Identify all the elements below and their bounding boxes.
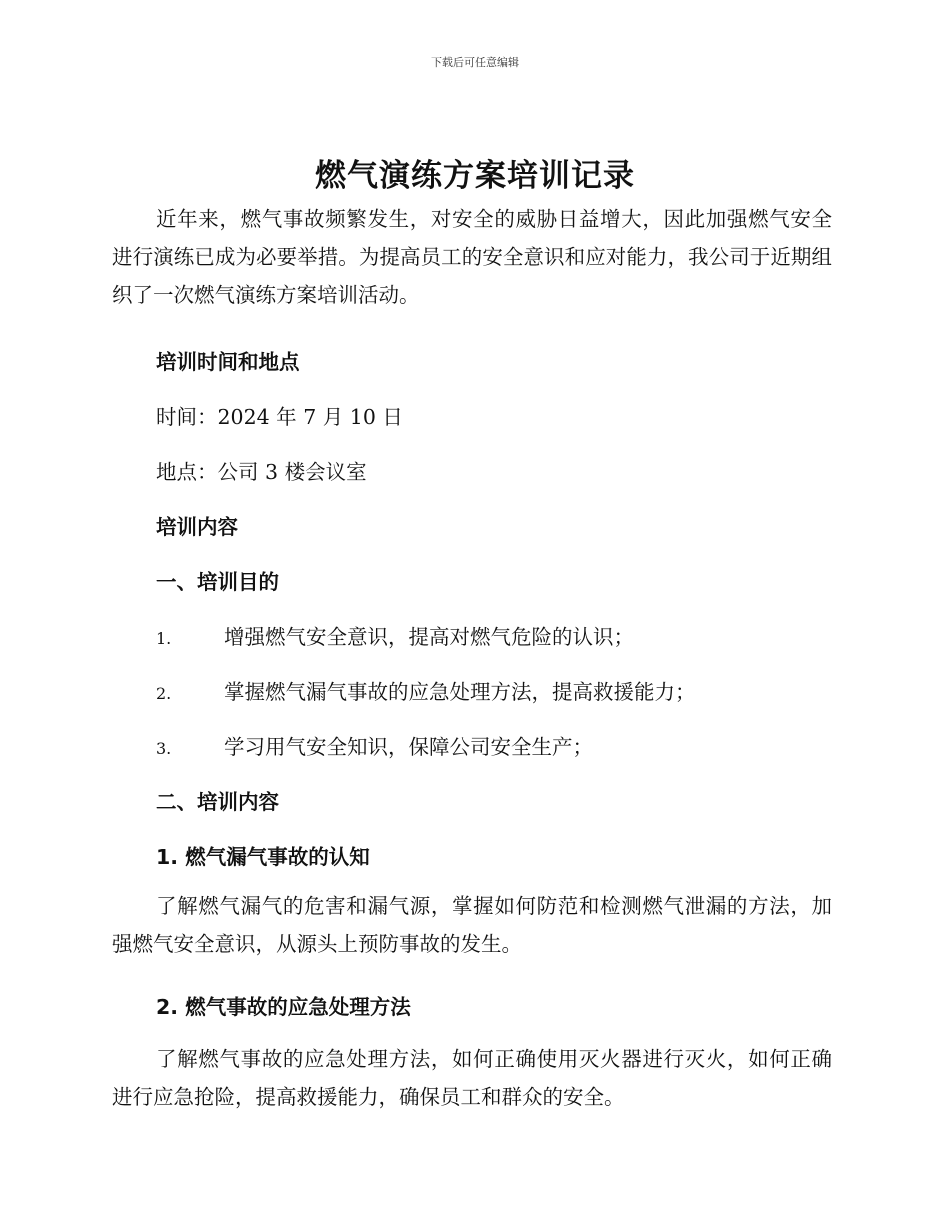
time-place-heading: 培训时间和地点	[156, 350, 300, 374]
content-heading: 培训内容	[156, 515, 238, 539]
list-item	[156, 730, 593, 760]
list-item-text: 掌握燃气漏气事故的应急处理方法，提高救援能力；	[224, 680, 696, 704]
list-item-text: 学习用气安全知识，保障公司安全生产；	[224, 735, 593, 759]
list-item-number: 2.	[156, 684, 172, 703]
list-item	[156, 675, 696, 705]
list-item-number: 3.	[156, 739, 172, 758]
details-heading: 二、培训内容	[156, 790, 279, 814]
header-note: 下载后可任意编辑	[431, 56, 519, 69]
subsection-2-heading: 2. 燃气事故的应急处理方法	[156, 995, 411, 1019]
training-place: 地点：公司 3 楼会议室	[156, 460, 367, 484]
subsection-1-heading: 1. 燃气漏气事故的认知	[156, 845, 370, 869]
subsection-1-paragraph: 了解燃气漏气的危害和漏气源，掌握如何防范和检测燃气泄漏的方法，加强燃气安全意识，从源头上预防事故的发生。	[112, 894, 832, 956]
list-item	[156, 620, 634, 650]
purpose-heading: 一、培训目的	[156, 570, 279, 594]
subsection-2-paragraph: 了解燃气事故的应急处理方法，如何正确使用灭火器进行灭火，如何正确进行应急抢险，提高救援能力，确保员工和群众的安全。	[112, 1047, 832, 1109]
list-item-text: 增强燃气安全意识，提高对燃气危险的认识；	[224, 625, 634, 649]
training-time: 时间：2024 年 7 月 10 日	[156, 405, 403, 429]
document-title: 燃气演练方案培训记录	[315, 158, 635, 194]
intro-paragraph: 近年来，燃气事故频繁发生，对安全的威胁日益增大，因此加强燃气安全进行演练已成为必要举措。为提高员工的安全意识和应对能力，我公司于近期组织了一次燃气演练方案培训活动。	[112, 207, 832, 307]
list-item-number: 1.	[156, 629, 172, 648]
